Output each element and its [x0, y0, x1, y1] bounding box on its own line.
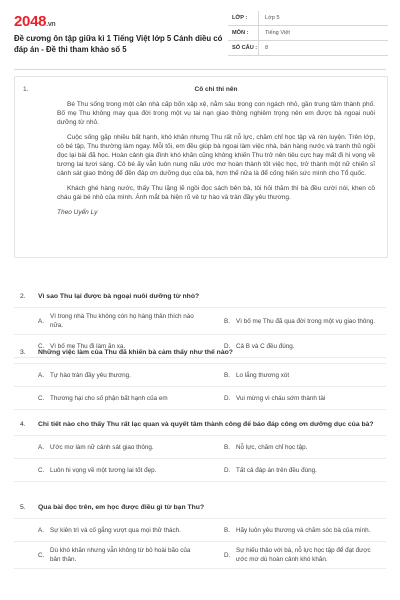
option-text: Luôn hi vọng về một tương lai tốt đẹp.	[50, 466, 157, 474]
logo-text: 2048	[14, 13, 47, 30]
option-letter: D.	[224, 551, 231, 559]
option-text: Vui mừng vì cháu sớm thành tài	[236, 394, 326, 402]
option-letter: C.	[38, 342, 45, 350]
option-text: Tất cả đáp án trên đều đúng.	[236, 466, 317, 474]
options-row	[14, 436, 386, 459]
option-text: Vì trong nhà Thu không còn họ hàng thân thích nào nữa.	[50, 313, 194, 329]
option-b[interactable]	[200, 436, 386, 458]
option-text: Lo lắng thương xót	[236, 371, 290, 379]
question-text: 3. Những việc làm của Thu đã khiến bà cảm thấy như thế nào?	[20, 349, 233, 356]
question-number: 2.	[20, 293, 26, 300]
question-3	[14, 348, 386, 410]
option-text: Dù khó khăn nhưng vẫn không từ bỏ hoài bão của bản thân.	[50, 547, 191, 563]
option-text: Sự kiên trì và cố gắng vượt qua mọi thử thách.	[50, 526, 181, 534]
option-letter: D.	[224, 466, 231, 474]
passage-text	[57, 100, 375, 202]
question-text: 5. Qua bài đọc trên, em học được điều gì từ bạn Thu?	[20, 504, 205, 511]
meta-key: SỐ CÂU :	[228, 41, 259, 56]
question-number: 4.	[20, 421, 26, 428]
logo-tld: .vn	[46, 21, 56, 28]
option-a[interactable]	[14, 436, 200, 458]
option-text: Cả B và C đều đúng.	[236, 342, 295, 350]
meta-row-subject	[228, 26, 388, 41]
question-text: 2. Vì sao Thu lại được bà ngoại nuôi dưỡng từ nhỏ?	[20, 293, 200, 300]
option-text: Vì bố mẹ Thu đi làm ăn xa.	[50, 342, 126, 350]
option-c[interactable]	[14, 459, 200, 481]
option-d[interactable]	[200, 387, 386, 409]
options-row	[14, 308, 386, 335]
page-title: Đề cương ôn tập giữa kì 1 Tiếng Việt lớp 5 Cánh diều có đáp án - Đề thi tham khảo số 5	[14, 34, 223, 54]
passage-paragraph: Cuộc sống gặp nhiều bất hạnh, khó khăn nhưng Thu rất nỗ lực, chăm chỉ học tập và rèn luyện. Trên lớp, cô bé tập, Thu thường làm ngay. Mỗi tối, em đều giúp bà ngoại làm việc nhà, bán hàng nước và tranh thủ ngồi đọc lại bài đã học. Hoàn cảnh gia đình khó khăn cũng không khiến Thu trở nên tiêu cực hay mất đi hi vọng về tương lai tươi sáng. Cô bé ấy vẫn luôn nung nấu ước mơ hoàn thành tốt việc học, trở thành một nữ chiến sĩ cảnh sát giao thông để đền đáp ơn dưỡng dục của bà, hơn thế nữa là để cống hiến sức mình cho Tổ quốc.	[57, 134, 375, 177]
option-c[interactable]	[14, 542, 200, 568]
meta-key: LỚP :	[228, 11, 259, 26]
option-text: Tự hào tràn đầy yêu thương.	[50, 371, 131, 379]
options	[14, 435, 386, 482]
option-letter: A.	[38, 371, 44, 379]
option-letter: B.	[224, 371, 230, 379]
passage-paragraph: Bé Thu sống trong một căn nhà cấp bốn xập xệ, nằm sâu trong con ngách nhỏ, gần trung tâm thành phố. Bố mẹ Thu không may qua đời trong một vụ tai nạn giao thông nghiêm trọng nên em được bà ngoại nuôi dưỡng từ nhỏ.	[57, 101, 375, 126]
option-text: Hãy luôn yêu thương và chăm sóc bà của mình.	[236, 526, 371, 534]
meta-row-grade	[228, 11, 388, 26]
option-c[interactable]	[14, 387, 200, 409]
option-a[interactable]	[14, 519, 200, 541]
options-row	[14, 387, 386, 410]
option-text: Vì bố mẹ Thu đã qua đời trong một vụ giao thông.	[236, 317, 376, 325]
site-logo[interactable]	[14, 13, 55, 30]
option-b[interactable]	[200, 364, 386, 386]
options	[14, 518, 386, 569]
option-letter: C.	[38, 551, 45, 559]
option-a[interactable]	[14, 364, 200, 386]
option-b[interactable]	[200, 308, 386, 334]
option-letter: C.	[38, 466, 45, 474]
option-d[interactable]	[200, 542, 386, 568]
passage-author: Theo Uyển Ly	[57, 209, 98, 216]
options-row	[14, 459, 386, 482]
option-text: Nỗ lực, chăm chỉ học tập.	[236, 443, 308, 451]
option-letter: B.	[224, 317, 230, 325]
option-text: Thương hại cho số phận bất hạnh của em	[50, 394, 168, 402]
option-letter: B.	[224, 526, 230, 534]
meta-value: Lớp 5	[259, 11, 389, 26]
question-number: 1.	[23, 86, 29, 93]
meta-value: 8	[259, 41, 389, 56]
option-letter: A.	[38, 443, 44, 451]
question-number: 5.	[20, 504, 26, 511]
option-letter: D.	[224, 342, 231, 350]
option-text: Sự hiếu thảo với bà, nỗ lực học tập để đạt được ước mơ dù hoàn cảnh khó khăn.	[236, 547, 371, 563]
meta-table	[228, 11, 388, 56]
question-4	[14, 420, 386, 482]
options-row	[14, 519, 386, 542]
option-text: Ước mơ làm nữ cảnh sát giao thông.	[50, 443, 154, 451]
meta-row-count	[228, 41, 388, 56]
option-d[interactable]	[200, 459, 386, 481]
option-letter: C.	[38, 394, 45, 402]
option-letter: A.	[38, 317, 44, 325]
passage-title: Cô chỉ thi nên	[194, 86, 238, 93]
question-5	[14, 503, 386, 569]
passage-body	[15, 77, 387, 223]
passage-paragraph: Khách ghé hàng nước, thấy Thu lặng lẽ ngồi đọc sách bên bà, tôi hỏi thăm thì bà đều cười nói, khen cô cháu gái bé nhỏ của mình. Ánh mắt bà hiện rõ vẻ tự hào và tràn đầy yêu thương.	[57, 185, 375, 201]
question-number: 3.	[20, 349, 26, 356]
meta-key: MÔN :	[228, 26, 259, 41]
question-text: 4. Chi tiết nào cho thấy Thu rất lạc quan và quyết tâm thành công để báo đáp công ơn dưỡng dục của bà?	[20, 421, 374, 428]
options-row	[14, 364, 386, 387]
options	[14, 363, 386, 410]
option-letter: D.	[224, 394, 231, 402]
meta-value: Tiếng Việt	[259, 26, 389, 41]
passage-card	[14, 76, 388, 258]
options-row	[14, 542, 386, 569]
option-b[interactable]	[200, 519, 386, 541]
header-divider	[14, 69, 386, 70]
option-a[interactable]	[14, 308, 200, 334]
option-letter: A.	[38, 526, 44, 534]
option-letter: B.	[224, 443, 230, 451]
